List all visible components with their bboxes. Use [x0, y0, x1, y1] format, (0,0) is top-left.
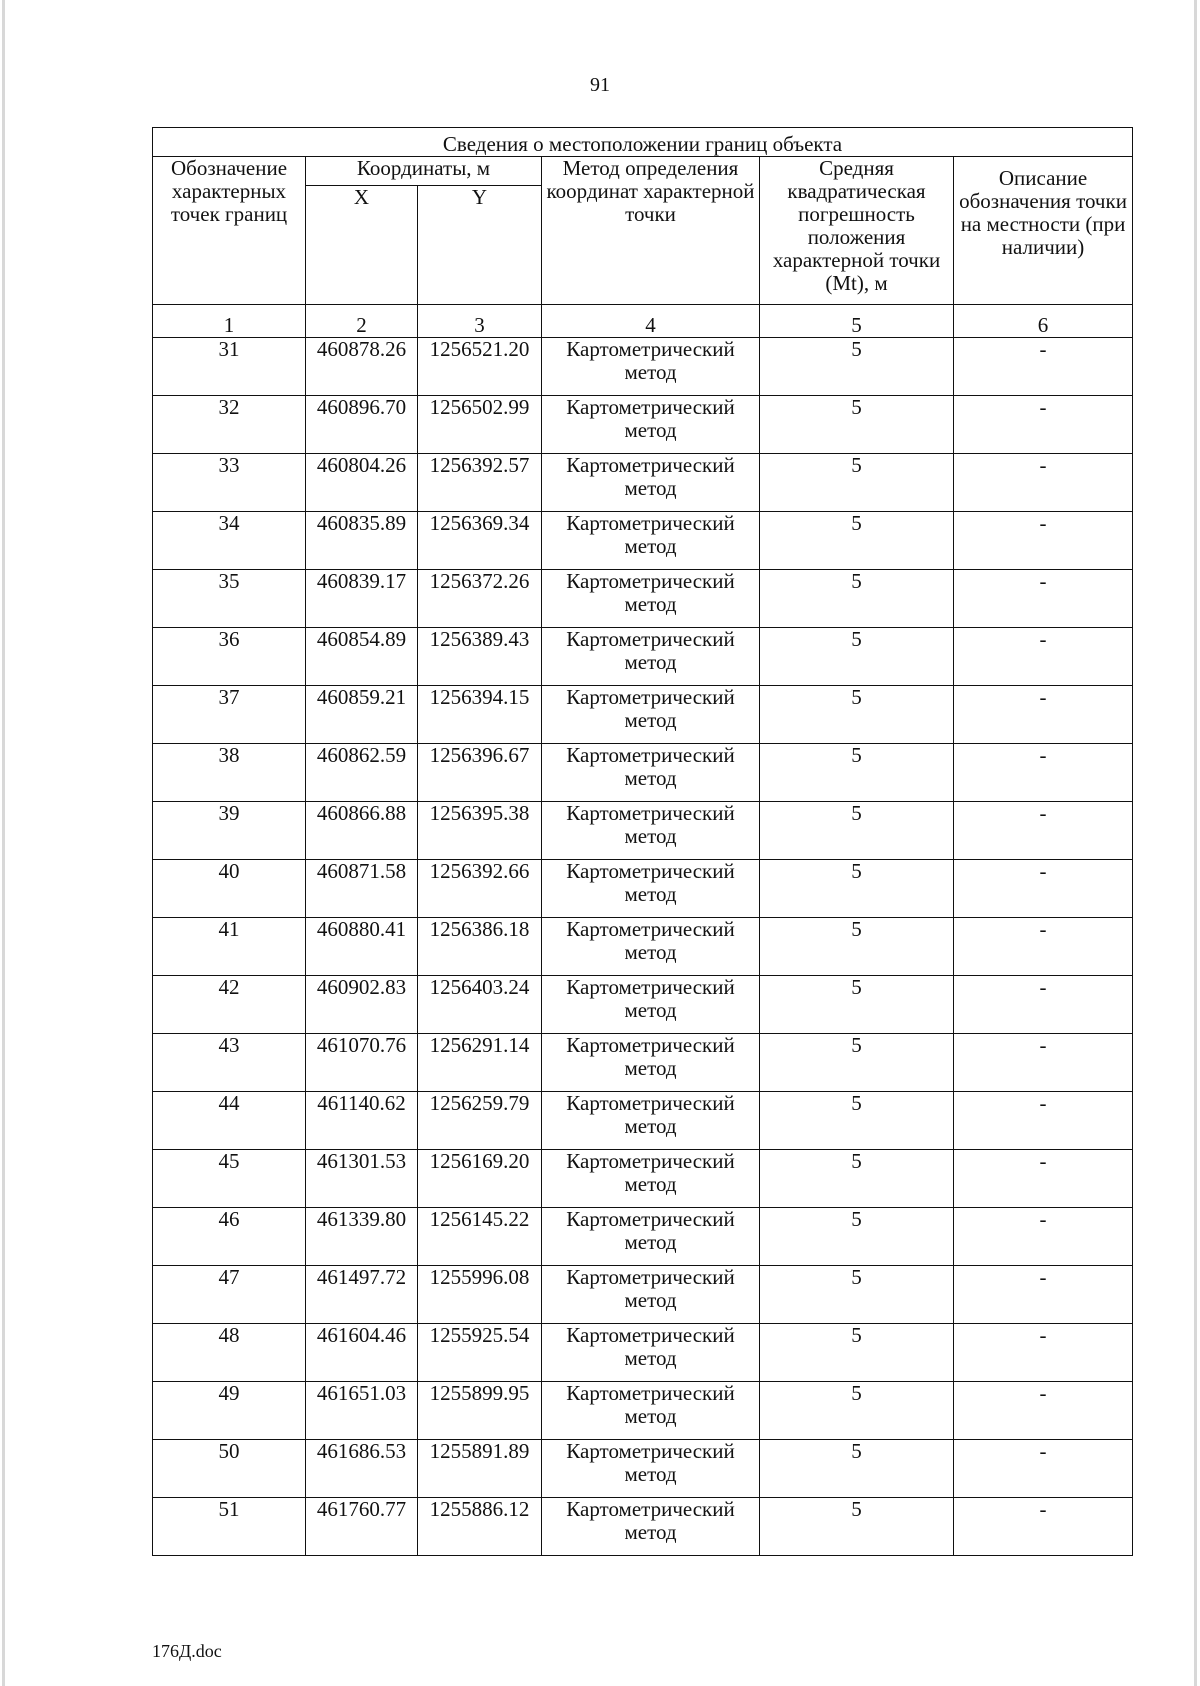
cell-description: -	[954, 1324, 1133, 1382]
table-row	[153, 628, 1133, 686]
cell-y: 1256386.18	[418, 918, 542, 976]
cell-y: 1255925.54	[418, 1324, 542, 1382]
column-number: 2	[306, 305, 418, 338]
cell-method: Картометрический метод	[542, 570, 760, 628]
cell-y: 1256392.57	[418, 454, 542, 512]
cell-error: 5	[760, 1208, 954, 1266]
cell-y: 1255996.08	[418, 1266, 542, 1324]
cell-description: -	[954, 976, 1133, 1034]
table-row	[153, 1266, 1133, 1324]
cell-description: -	[954, 918, 1133, 976]
cell-method: Картометрический метод	[542, 1382, 760, 1440]
table-row	[153, 1208, 1133, 1266]
cell-x: 460835.89	[306, 512, 418, 570]
column-number: 4	[542, 305, 760, 338]
cell-y: 1256259.79	[418, 1092, 542, 1150]
page-number: 91	[590, 74, 610, 96]
cell-description: -	[954, 1266, 1133, 1324]
cell-y: 1256169.20	[418, 1150, 542, 1208]
cell-description: -	[954, 454, 1133, 512]
cell-error: 5	[760, 338, 954, 396]
cell-error: 5	[760, 976, 954, 1034]
boundary-table	[152, 127, 1133, 1556]
cell-point-id: 41	[153, 918, 306, 976]
column-number: 1	[153, 305, 306, 338]
cell-description: -	[954, 802, 1133, 860]
cell-x: 460859.21	[306, 686, 418, 744]
cell-error: 5	[760, 744, 954, 802]
cell-y: 1256291.14	[418, 1034, 542, 1092]
cell-error: 5	[760, 628, 954, 686]
table-row	[153, 1324, 1133, 1382]
cell-point-id: 50	[153, 1440, 306, 1498]
cell-x: 460854.89	[306, 628, 418, 686]
cell-error: 5	[760, 686, 954, 744]
table-row	[153, 512, 1133, 570]
cell-description: -	[954, 1208, 1133, 1266]
cell-point-id: 47	[153, 1266, 306, 1324]
cell-error: 5	[760, 1034, 954, 1092]
scan-edge-right	[1194, 0, 1197, 1686]
cell-x: 461604.46	[306, 1324, 418, 1382]
cell-method: Картометрический метод	[542, 1324, 760, 1382]
cell-error: 5	[760, 1324, 954, 1382]
cell-description: -	[954, 686, 1133, 744]
cell-y: 1255899.95	[418, 1382, 542, 1440]
cell-description: -	[954, 1150, 1133, 1208]
column-number: 3	[418, 305, 542, 338]
header-error: Средняя квадратическая погрешность положения характерной точки (Mt), м	[760, 157, 954, 305]
cell-x: 460804.26	[306, 454, 418, 512]
cell-description: -	[954, 512, 1133, 570]
cell-method: Картометрический метод	[542, 454, 760, 512]
table-row	[153, 860, 1133, 918]
cell-method: Картометрический метод	[542, 976, 760, 1034]
cell-description: -	[954, 1034, 1133, 1092]
cell-y: 1256521.20	[418, 338, 542, 396]
cell-method: Картометрический метод	[542, 744, 760, 802]
cell-x: 460880.41	[306, 918, 418, 976]
cell-description: -	[954, 1382, 1133, 1440]
table-row	[153, 1498, 1133, 1556]
cell-error: 5	[760, 1150, 954, 1208]
header-x: X	[306, 186, 418, 305]
cell-y: 1256502.99	[418, 396, 542, 454]
cell-error: 5	[760, 1440, 954, 1498]
table-row	[153, 1092, 1133, 1150]
cell-method: Картометрический метод	[542, 512, 760, 570]
header-row	[153, 157, 1133, 186]
cell-method: Картометрический метод	[542, 1034, 760, 1092]
cell-y: 1256145.22	[418, 1208, 542, 1266]
column-number: 5	[760, 305, 954, 338]
cell-point-id: 35	[153, 570, 306, 628]
cell-method: Картометрический метод	[542, 1150, 760, 1208]
table-row	[153, 686, 1133, 744]
table-caption-row	[153, 128, 1133, 157]
cell-error: 5	[760, 1092, 954, 1150]
cell-error: 5	[760, 570, 954, 628]
cell-method: Картометрический метод	[542, 396, 760, 454]
cell-error: 5	[760, 454, 954, 512]
cell-method: Картометрический метод	[542, 1498, 760, 1556]
cell-y: 1256392.66	[418, 860, 542, 918]
cell-description: -	[954, 1498, 1133, 1556]
cell-x: 460871.58	[306, 860, 418, 918]
cell-point-id: 37	[153, 686, 306, 744]
cell-point-id: 42	[153, 976, 306, 1034]
cell-description: -	[954, 570, 1133, 628]
header-method: Метод определения координат характерной точки	[542, 157, 760, 305]
cell-point-id: 38	[153, 744, 306, 802]
cell-point-id: 48	[153, 1324, 306, 1382]
table-row	[153, 1382, 1133, 1440]
cell-error: 5	[760, 396, 954, 454]
cell-x: 460902.83	[306, 976, 418, 1034]
table-row	[153, 454, 1133, 512]
cell-point-id: 39	[153, 802, 306, 860]
cell-point-id: 49	[153, 1382, 306, 1440]
cell-error: 5	[760, 918, 954, 976]
header-coordinates: Координаты, м	[306, 157, 542, 186]
cell-x: 461760.77	[306, 1498, 418, 1556]
cell-error: 5	[760, 512, 954, 570]
cell-description: -	[954, 744, 1133, 802]
cell-y: 1256389.43	[418, 628, 542, 686]
cell-x: 461497.72	[306, 1266, 418, 1324]
cell-description: -	[954, 860, 1133, 918]
cell-y: 1256396.67	[418, 744, 542, 802]
cell-x: 461339.80	[306, 1208, 418, 1266]
cell-point-id: 34	[153, 512, 306, 570]
cell-description: -	[954, 338, 1133, 396]
cell-y: 1256372.26	[418, 570, 542, 628]
cell-method: Картометрический метод	[542, 1092, 760, 1150]
table-row	[153, 918, 1133, 976]
cell-error: 5	[760, 1498, 954, 1556]
cell-x: 461070.76	[306, 1034, 418, 1092]
cell-method: Картометрический метод	[542, 686, 760, 744]
cell-point-id: 31	[153, 338, 306, 396]
header-point-id: Обозначение характерных точек границ	[153, 157, 306, 305]
cell-y: 1255891.89	[418, 1440, 542, 1498]
column-number: 6	[954, 305, 1133, 338]
cell-x: 461140.62	[306, 1092, 418, 1150]
table-row	[153, 744, 1133, 802]
cell-error: 5	[760, 802, 954, 860]
cell-point-id: 32	[153, 396, 306, 454]
cell-method: Картометрический метод	[542, 802, 760, 860]
cell-error: 5	[760, 1382, 954, 1440]
cell-method: Картометрический метод	[542, 1208, 760, 1266]
cell-x: 460862.59	[306, 744, 418, 802]
footer-filename: 176Д.doc	[152, 1641, 222, 1661]
table-row	[153, 570, 1133, 628]
cell-point-id: 43	[153, 1034, 306, 1092]
cell-description: -	[954, 396, 1133, 454]
scan-edge-left	[2, 0, 5, 1686]
cell-description: -	[954, 1440, 1133, 1498]
cell-x: 460896.70	[306, 396, 418, 454]
table-row	[153, 1034, 1133, 1092]
table-row	[153, 396, 1133, 454]
cell-method: Картометрический метод	[542, 628, 760, 686]
cell-point-id: 45	[153, 1150, 306, 1208]
cell-point-id: 44	[153, 1092, 306, 1150]
cell-x: 460866.88	[306, 802, 418, 860]
cell-point-id: 51	[153, 1498, 306, 1556]
table-row	[153, 802, 1133, 860]
cell-error: 5	[760, 1266, 954, 1324]
cell-y: 1256395.38	[418, 802, 542, 860]
cell-method: Картометрический метод	[542, 1266, 760, 1324]
table-row	[153, 1150, 1133, 1208]
cell-point-id: 33	[153, 454, 306, 512]
cell-x: 460878.26	[306, 338, 418, 396]
cell-y: 1256403.24	[418, 976, 542, 1034]
table-row	[153, 338, 1133, 396]
cell-x: 461301.53	[306, 1150, 418, 1208]
table-row	[153, 1440, 1133, 1498]
table-caption: Сведения о местоположении границ объекта	[153, 128, 1133, 157]
cell-description: -	[954, 628, 1133, 686]
cell-y: 1256394.15	[418, 686, 542, 744]
cell-x: 461686.53	[306, 1440, 418, 1498]
cell-method: Картометрический метод	[542, 918, 760, 976]
cell-point-id: 40	[153, 860, 306, 918]
cell-description: -	[954, 1092, 1133, 1150]
cell-method: Картометрический метод	[542, 1440, 760, 1498]
cell-y: 1255886.12	[418, 1498, 542, 1556]
cell-x: 460839.17	[306, 570, 418, 628]
header-description: Описание обозначения точки на местности (при наличии)	[954, 157, 1133, 305]
cell-point-id: 36	[153, 628, 306, 686]
cell-method: Картометрический метод	[542, 338, 760, 396]
column-number-row	[153, 305, 1133, 338]
cell-x: 461651.03	[306, 1382, 418, 1440]
header-y: Y	[418, 186, 542, 305]
cell-y: 1256369.34	[418, 512, 542, 570]
table-row	[153, 976, 1133, 1034]
cell-point-id: 46	[153, 1208, 306, 1266]
cell-error: 5	[760, 860, 954, 918]
cell-method: Картометрический метод	[542, 860, 760, 918]
